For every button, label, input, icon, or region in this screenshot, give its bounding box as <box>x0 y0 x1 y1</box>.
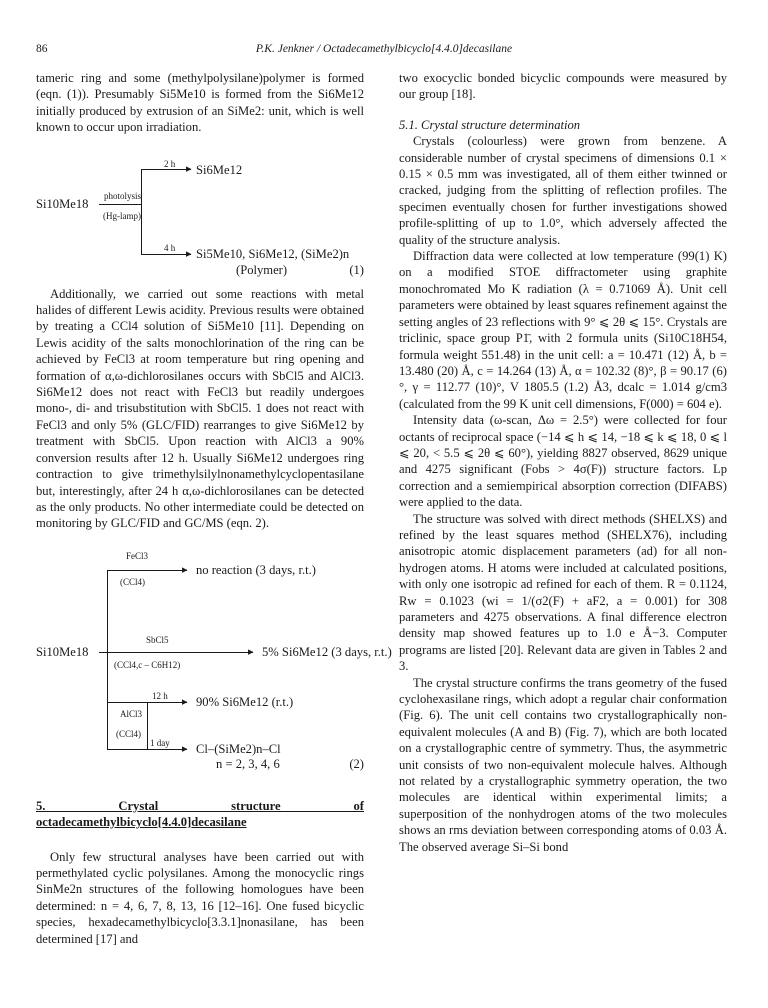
eq2-reactant: Si10Me18 <box>36 644 89 659</box>
eq1-number: (1) <box>349 262 364 277</box>
page-number: 86 <box>36 43 48 55</box>
eq2-r3-time-2: 1 day <box>150 737 170 748</box>
right-column <box>399 70 727 855</box>
eq2-r3-time-1: 12 h <box>152 690 168 701</box>
eq2-r3-product-1: 90% Si6Me12 (r.t.) <box>196 694 294 709</box>
eq1-product-1: Si6Me12 <box>196 162 243 177</box>
equation-1: Si10Me18 photolysis (Hg-lamp) ▸ 2 h Si6Me12 ▸ 4 h Si5Me10, Si6Me12, (SiMe2)n (Polymer) (1) <box>36 136 364 276</box>
right-paragraph-5: The crystal structure confirms the trans geometry of the fused cyclohexasilane rings, which adopt a regular chair conformation (Fig. 6). The unit cell contains two crystallographically non-equivalent molecules (A and B) (Fig. 7), which are both located on a crystallographic centre of symmetry. Thus, the asymmetric unit consists of two non-equivalent molecule halves. Although not related by a crystallographic symmetry operation, the two molecules are identical within experimental limits; a superposition of the nonhydrogen atoms of the two molecules shows an rms deviation between corresponding atoms of 0.03 Å. The observed average Si–Si bond <box>399 675 727 854</box>
eq2-r1-solvent: (CCl4) <box>120 576 146 587</box>
eq2-r1-reagent: FeCl3 <box>126 550 149 561</box>
eq2-r2-reagent: SbCl5 <box>146 634 169 645</box>
eq2-n-values: n = 2, 3, 4, 6 <box>216 756 280 771</box>
right-paragraph-2: Diffraction data were collected at low temperature (99(1) K) on a modified STOE diffractometer using graphite monochromated Mo K radiation (λ = 0.71069 Å). Unit cell parameters were obtained by least squares refinement against the setting angles of 23 reflections with 9° ⩽ 2θ ⩽ 15°. Crystals are triclinic, space group P1̄, with 2 formula units (Si10C18H54, formula weight 551.48) in the unit cell: a = 10.471 (12) Å, b = 13.480 (20) Å, c = 14.264 (13) Å, α = 102.32 (8)°, β = 90.17 (6)°, γ = 112.77 (10)°, V 1805.5 (1.2) Å3, dcalc = 1.014 g/cm3 (calculated from the 99 K unit cell dimensions, F(000) = 604 e). <box>399 249 727 411</box>
right-paragraph-3: Intensity data (ω-scan, Δω = 2.5°) were collected for four octants of reciprocal space (−14 ⩽ h ⩽ 14, −18 ⩽ k ⩽ 18, 0 ⩽ l ⩽ 20, < 5.5 ⩽ 2θ ⩽ 60°), yielding 8827 observed, 8629 unique and 4275 significant (Fobs > 4σ(F)) structure factors. Lp correction and a semiempirical absorption correction (DIFABS) were applied to the data. <box>399 413 727 510</box>
running-title: P.K. Jenkner / Octadecamethylbicyclo[4.4.0]decasilane <box>255 43 513 55</box>
eq1-product-2: Si5Me10, Si6Me12, (SiMe2)n <box>196 246 350 261</box>
equation-2: Si10Me18 FeCl3 ▸ (CCl4) no reaction (3 days, r.t.) SbCl5 ▸ (CCl4,c – C6H12) 5% Si6Me12 (3 days, r.t.) AlCl3 (CCl4) ▸ 12 h 90% Si6Me12 (r.t.) ▸ 1 day Cl–(SiMe2)n–Cl <box>36 544 364 754</box>
left-paragraph-2: Additionally, we carried out some reactions with metal halides of different Lewis acidity. Previous results were obtained by treating a CCl4 solution of Si5Me10 [11]. Depending on Lewis acidity of the salts monochlorination of the ring can be achieved by FeCl3 at room temperature but ring opening and formation of α,ω-dichlorosilanes occurs with SbCl5 and AlCl3. Si6Me12 does not react with FeCl3 but readily undergoes mono-, di- and trisubstitution with SbCl5. 1 does not react with FeCl3 and only 5% (GLC/FID) rearranges to give Si6Me12 by treatment with SbCl5. Upon reaction with AlCl3 a 90% conversion results after 12 h. Usually Si6Me12 undergoes ring contraction to give trimethylsilylnonamethylcyclopentasilane but, interestingly, after 24 h α,ω-dichlorosilanes can be detected as the only products. No other intermediate could be detected on monitoring by GLC/FID and GC/MS (eqn. 2). <box>36 286 364 531</box>
equation-2-footer <box>36 754 364 776</box>
right-paragraph-0: two exocyclic bonded bicyclic compounds were measured by our group [18]. <box>399 71 727 102</box>
section-5-heading: 5. Crystal structure of octadecamethylbicyclo[4.4.0]decasilane <box>36 798 364 830</box>
eq2-r3-solvent: (CCl4) <box>116 728 142 739</box>
eq1-time-1: 2 h <box>164 158 176 169</box>
eq1-condition-bottom: (Hg-lamp) <box>103 210 141 221</box>
eq1-polymer-label: (Polymer) <box>236 262 288 277</box>
eq1-condition-top: photolysis <box>104 190 142 201</box>
right-paragraph-4: The structure was solved with direct methods (SHELXS) and refined by the least squares method (SHELX76), including anisotropic atomic displacement parameters (ad) for all non-hydrogen atoms. H atoms were included at calculated positions, with only one isotropic ad refined for each of them. R = 0.1124, Rw = 0.1023 (wi = 1/(σ2(F) + aF2, a = 0.001) for 308 parameters and 4275 observations. A final difference electron density map showed features up to 1.0 e Å−3. Computer programs are listed [20]. Relevant data are given in Tables 2 and 3. <box>399 511 727 674</box>
eq1-time-2: 4 h <box>164 242 176 253</box>
left-paragraph-1: tameric ring and some (methylpolysilane)polymer is formed (eqn. (1)). Presumably Si5Me10 is formed from the Si6Me12 initially produced by extrusion of an SiMe2: unit, which is well known to occur upon irradiation. <box>36 71 364 135</box>
eq1-reactant: Si10Me18 <box>36 196 89 211</box>
left-paragraph-3: Only few structural analyses have been carried out with permethylated cyclic polysilanes. Among the monocyclic rings SinMe2n structures of the following homologues have been determined: n = 4, 6, 7, 8, 13, 16 [12–16]. One fused bicyclic species, hexadecamethylbicyclo[3.3.1]nonasilane, has been determined [17] and <box>36 849 364 946</box>
eq2-r2-product: 5% Si6Me12 (3 days, r.t.) <box>262 644 392 659</box>
eq2-r2-solvent: (CCl4,c – C6H12) <box>114 659 181 670</box>
left-column <box>36 70 392 947</box>
right-paragraph-1: Crystals (colourless) were grown from benzene. A considerable number of crystal specimens of dimensions 0.1 × 0.15 × 0.5 mm was investigated, all of them either twinned or cracked, judging from the splitting of reflection profiles. The specimen eventually chosen for further investigations showed profile-splitting of up to 1.0°, which adversely affected the quality of the structure analysis. <box>399 134 727 247</box>
eq2-number: (2) <box>349 756 364 771</box>
eq2-r3-reagent: AlCl3 <box>120 708 143 719</box>
subsection-5-1-heading: 5.1. Crystal structure determination <box>399 117 581 132</box>
eq2-r3-product-2: Cl–(SiMe2)n–Cl <box>196 741 281 756</box>
eq2-r1-product: no reaction (3 days, r.t.) <box>196 562 316 577</box>
